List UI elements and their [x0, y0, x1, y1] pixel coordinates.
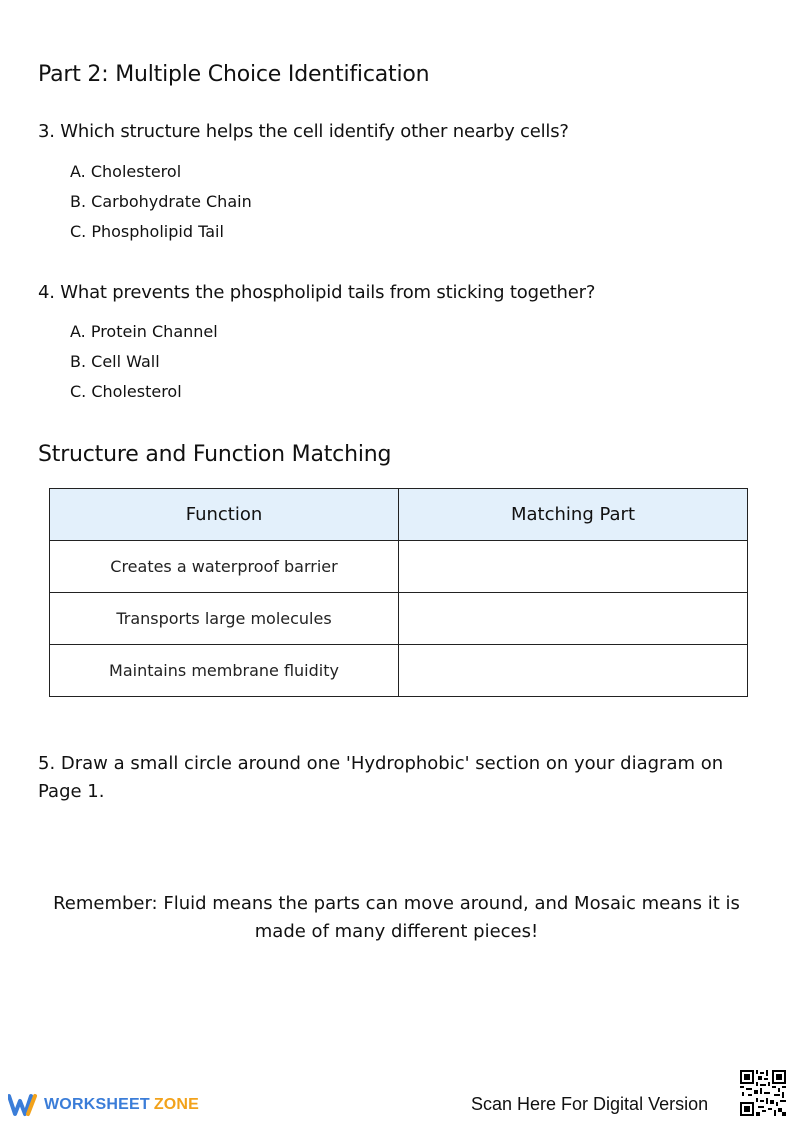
- brand-name-part2: ZONE: [153, 1096, 200, 1113]
- question-3-option-a: A. Cholesterol: [70, 162, 182, 181]
- matching-table: [49, 488, 748, 697]
- brand-name-part1: WORKSHEET: [44, 1096, 150, 1113]
- matching-heading: Structure and Function Matching: [38, 442, 392, 467]
- reminder-note: Remember: Fluid means the parts can move around, and Mosaic means it is made of many different pieces!: [53, 893, 740, 942]
- table-row: [50, 645, 748, 697]
- scan-text: Scan Here For Digital Version: [471, 1094, 709, 1114]
- question-4-option-c: C. Cholesterol: [70, 382, 182, 401]
- function-cell: Transports large molecules: [50, 593, 399, 645]
- question-3: 3. Which structure helps the cell identify other nearby cells?: [38, 121, 569, 142]
- question-3-option-c: C. Phospholipid Tail: [70, 222, 224, 241]
- matching-part-answer-cell[interactable]: [399, 593, 748, 645]
- matching-part-answer-cell[interactable]: [399, 541, 748, 593]
- question-5: 5. Draw a small circle around one 'Hydrophobic' section on your diagram on Page 1.: [38, 753, 724, 802]
- table-row: [50, 541, 748, 593]
- column-header-matching-part: Matching Part: [399, 489, 748, 541]
- question-3-option-b: B. Carbohydrate Chain: [70, 192, 252, 211]
- column-header-function: Function: [50, 489, 399, 541]
- function-cell: Creates a waterproof barrier: [50, 541, 399, 593]
- part2-heading: Part 2: Multiple Choice Identification: [38, 62, 430, 87]
- matching-part-answer-cell[interactable]: [399, 645, 748, 697]
- question-4-option-a: A. Protein Channel: [70, 322, 218, 341]
- brand-name: [44, 1096, 199, 1114]
- qr-code-icon[interactable]: [740, 1070, 786, 1116]
- worksheet-zone-logo[interactable]: [8, 1092, 199, 1118]
- question-4-options: [70, 317, 218, 407]
- worksheet-zone-w-icon: [8, 1093, 38, 1117]
- matching-table-header-row: [50, 489, 748, 541]
- question-4-option-b: B. Cell Wall: [70, 352, 160, 371]
- question-4: 4. What prevents the phospholipid tails from sticking together?: [38, 282, 596, 303]
- function-cell: Maintains membrane fluidity: [50, 645, 399, 697]
- table-row: [50, 593, 748, 645]
- question-3-options: [70, 157, 252, 247]
